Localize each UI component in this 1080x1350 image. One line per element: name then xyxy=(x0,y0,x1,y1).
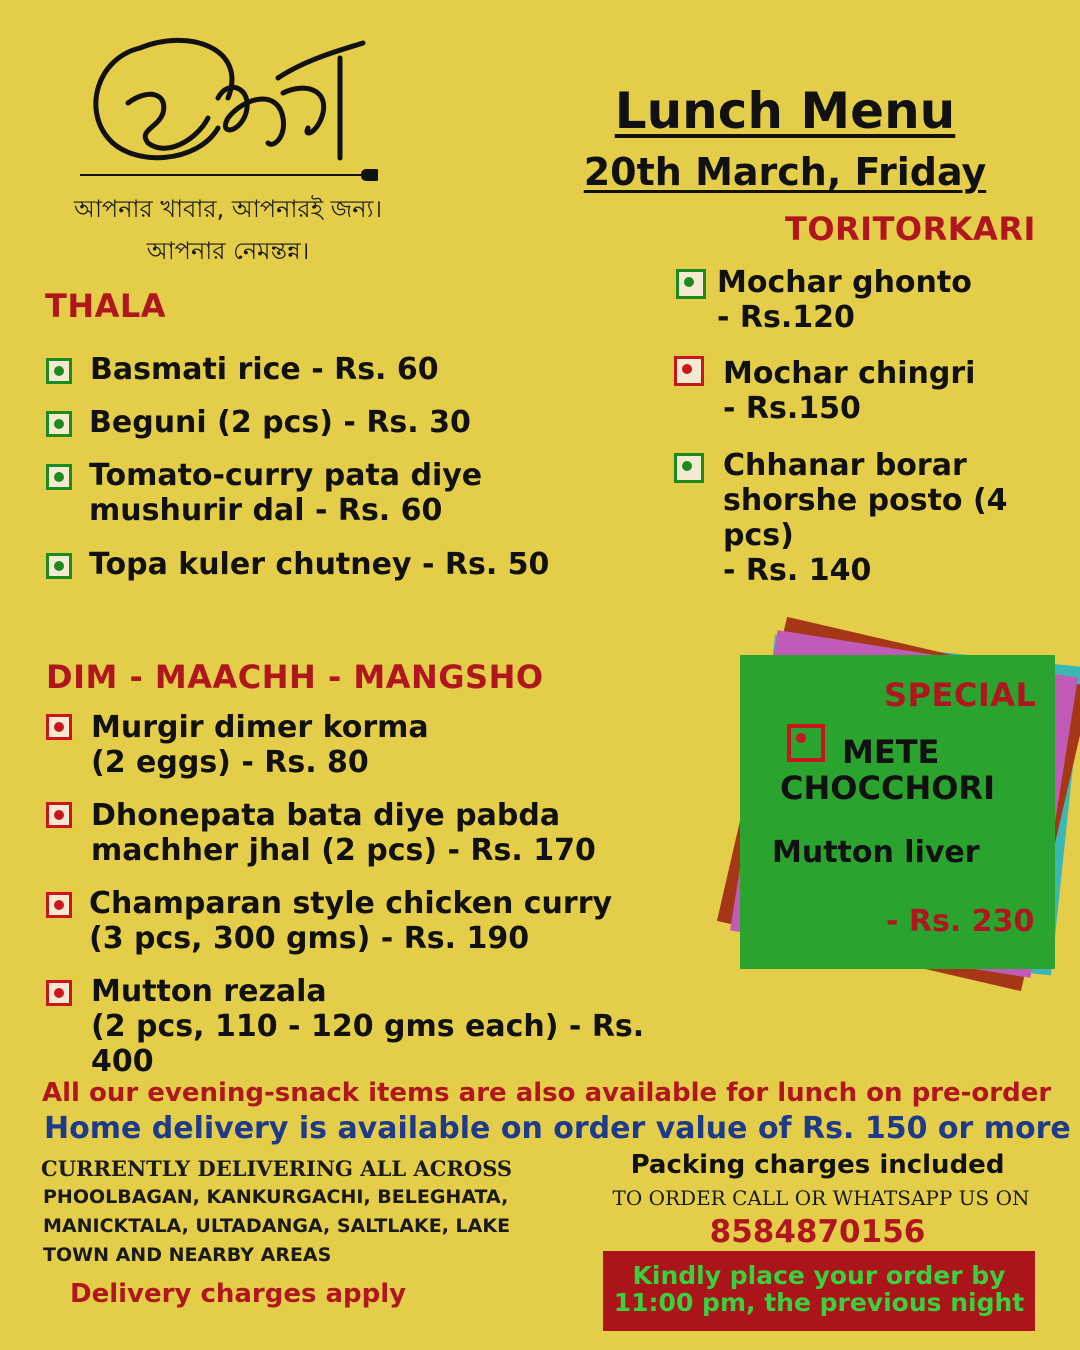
menu-item-text: Murgir dimer korma xyxy=(91,710,429,745)
nonveg-icon xyxy=(674,356,704,386)
menu-item-text-3: - Rs. 140 xyxy=(723,553,872,588)
menu-item xyxy=(674,356,1074,426)
menu-item xyxy=(46,798,666,868)
menu-item-text: Champaran style chicken curry xyxy=(89,886,613,921)
nonveg-icon xyxy=(46,714,72,740)
veg-icon xyxy=(46,411,72,437)
menu-item-text-2: - Rs.150 xyxy=(723,391,861,426)
menu-item xyxy=(46,405,606,440)
order-deadline-line2: 11:00 pm, the previous night xyxy=(613,1288,1025,1317)
menu-item-text: Mochar chingri xyxy=(723,356,976,391)
menu-item-text-2: machher jhal (2 pcs) - Rs. 170 xyxy=(91,833,596,868)
tagline-line1: আপনার খাবার, আপনারই জন্য। xyxy=(73,195,383,223)
tagline-line2: আপনার নেমন্তন্ন। xyxy=(146,237,310,265)
nonveg-icon xyxy=(787,724,825,762)
nonveg-icon xyxy=(46,892,72,918)
menu-item-text: Mutton rezala xyxy=(91,974,327,1009)
menu-item xyxy=(674,265,1074,335)
menu-item xyxy=(674,448,1080,588)
section-heading-dim-maachh-mangsho: DIM - MAACHH - MANGSHO xyxy=(46,658,544,696)
preorder-note: All our evening-snack items are also available for lunch on pre-order xyxy=(42,1078,1052,1108)
veg-icon xyxy=(46,553,72,579)
delivery-area-line1: PHOOLBAGAN, KANKURGACHI, BELEGHATA, xyxy=(43,1186,509,1208)
delivery-area-line2: MANICKTALA, ULTADANGA, SALTLAKE, LAKE xyxy=(43,1215,511,1237)
menu-item-text: Beguni (2 pcs) - Rs. 30 xyxy=(89,405,471,440)
order-contact-label: TO ORDER CALL OR WHATSAPP US ON xyxy=(612,1186,1030,1210)
menu-item xyxy=(46,886,666,956)
delivery-area-heading: CURRENTLY DELIVERING ALL ACROSS xyxy=(41,1156,513,1181)
packing-note: Packing charges included xyxy=(630,1150,1005,1180)
menu-item-text: Dhonepata bata diye pabda xyxy=(91,798,561,833)
phone-number[interactable]: 8584870156 xyxy=(709,1214,926,1250)
menu-item-text: Chhanar borar xyxy=(723,448,967,483)
special-price: - Rs. 230 xyxy=(886,904,1035,939)
section-heading-thala: THALA xyxy=(45,287,167,325)
section-heading-toritorkari: TORITORKARI xyxy=(785,210,1036,248)
delivery-note: Home delivery is available on order value of Rs. 150 or more xyxy=(44,1111,1071,1146)
veg-icon xyxy=(676,269,706,299)
menu-item-text-2: (2 eggs) - Rs. 80 xyxy=(91,745,369,780)
veg-icon xyxy=(46,464,72,490)
veg-icon xyxy=(674,453,704,483)
nonveg-icon xyxy=(46,802,72,828)
delivery-area-line3: TOWN AND NEARBY AREAS xyxy=(43,1244,332,1266)
brand-logo xyxy=(78,18,378,188)
menu-item-text-2: mushurir dal - Rs. 60 xyxy=(89,493,443,528)
special-name-line2: CHOCCHORI xyxy=(780,769,995,807)
menu-item xyxy=(46,352,606,387)
special-name-line1: METE xyxy=(842,733,940,771)
veg-icon xyxy=(46,358,72,384)
menu-item-text: Mochar ghonto xyxy=(717,265,972,300)
menu-item-text-2: (3 pcs, 300 gms) - Rs. 190 xyxy=(89,921,530,956)
menu-item xyxy=(46,458,606,528)
special-heading: SPECIAL xyxy=(884,676,1037,714)
special-description: Mutton liver xyxy=(772,835,980,870)
order-deadline-line1: Kindly place your order by xyxy=(632,1261,1006,1290)
menu-item-text-2: - Rs.120 xyxy=(717,300,855,335)
menu-item-text: Basmati rice - Rs. 60 xyxy=(90,352,439,387)
menu-item-text: Tomato-curry pata diye xyxy=(89,458,483,493)
page-title: Lunch Menu xyxy=(614,82,956,140)
delivery-charges-note: Delivery charges apply xyxy=(70,1279,407,1309)
nonveg-icon xyxy=(46,980,72,1006)
menu-item-text: Topa kuler chutney - Rs. 50 xyxy=(89,547,550,582)
menu-item-text-2: shorshe posto (4 pcs) xyxy=(723,483,1008,553)
menu-item xyxy=(46,710,666,780)
menu-item xyxy=(46,547,606,582)
menu-date: 20th March, Friday xyxy=(583,150,987,194)
menu-item-text-2: (2 pcs, 110 - 120 gms each) - Rs. 400 xyxy=(91,1009,645,1079)
menu-item xyxy=(46,974,686,1079)
